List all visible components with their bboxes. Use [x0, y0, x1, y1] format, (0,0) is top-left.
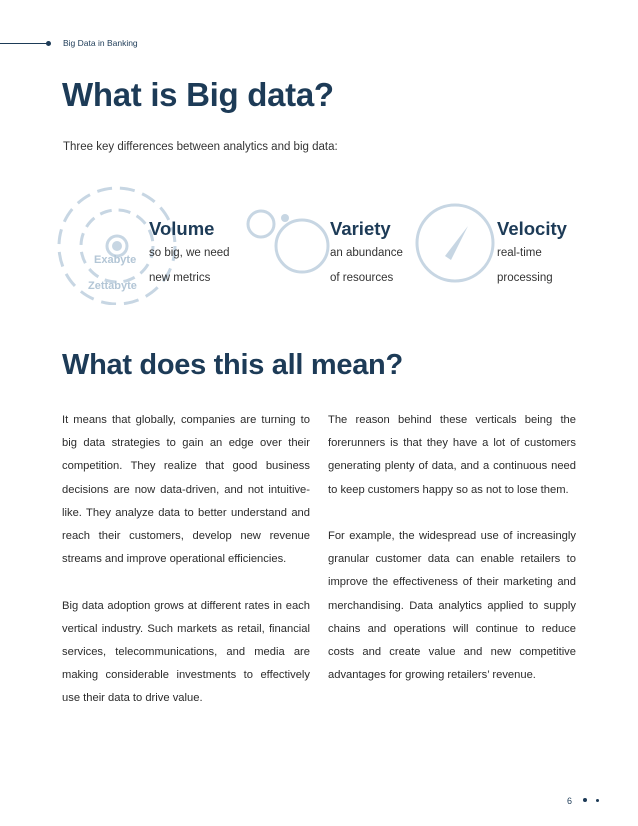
feature-title: Volume [149, 218, 215, 239]
paragraph: It means that globally, companies are turning to big data strategies to gain an edge over their competition. They realize that good business decisions are now data-driven, and not intuitive-like. They analyze data to better understand and reach their customers, develop new revenue streams and improve operational efficiencies. [62, 414, 310, 566]
exabyte-label: Exabyte [94, 254, 137, 266]
feature-variety [330, 218, 403, 291]
header-dot [46, 41, 51, 46]
feature-description-line: real-time [497, 247, 542, 259]
feature-velocity [497, 218, 567, 291]
header-label: Big Data in Banking [63, 38, 138, 48]
right-column [328, 409, 576, 687]
page-title: What is Big data? [62, 76, 334, 113]
left-column [62, 409, 310, 711]
gauge-needle-icon [445, 226, 468, 260]
feature-description [330, 241, 403, 291]
feature-description-line: an abundance [330, 247, 403, 259]
target-center-dot [112, 241, 122, 251]
page-number: 6 [567, 796, 573, 806]
paragraph: The reason behind these verticals being the forerunners is that they have a lot of customers generating plenty of data, and a continuous need to keep customers happy so as not to lose them. [328, 414, 576, 496]
feature-description-line: so big, we need [149, 247, 230, 259]
feature-description [497, 241, 567, 291]
paragraph: For example, the widespread use of increasingly granular customer data can enable retailers to improve the effectiveness of their marketing and merchandising. Data analytics applied to supply chains and operations will continue to reduce costs and create value and new competitive advantages for growing retailers’ revenue. [328, 530, 576, 682]
header-rule [0, 43, 48, 44]
feature-title: Variety [330, 218, 391, 239]
zettabyte-label: Zettabyte [88, 280, 137, 292]
footer-dot [596, 799, 599, 802]
section-title: What does this all mean? [62, 349, 403, 381]
bubble-small-icon [248, 211, 274, 237]
feature-volume [149, 218, 230, 291]
feature-description [149, 241, 230, 291]
feature-title: Velocity [497, 218, 567, 239]
feature-description-line: processing [497, 272, 553, 284]
page-subtitle: Three key differences between analytics and big data: [63, 141, 338, 153]
feature-description-line: of resources [330, 272, 394, 284]
bubble-large-icon [276, 220, 328, 272]
paragraph: Big data adoption grows at different rates in each vertical industry. Such markets as retail, financial services, telecommunications, and media are making considerable investments to effectively use their data to drive value. [62, 599, 310, 705]
bubble-dot [281, 214, 289, 222]
footer-dot [583, 798, 587, 802]
feature-description-line: new metrics [149, 272, 211, 284]
